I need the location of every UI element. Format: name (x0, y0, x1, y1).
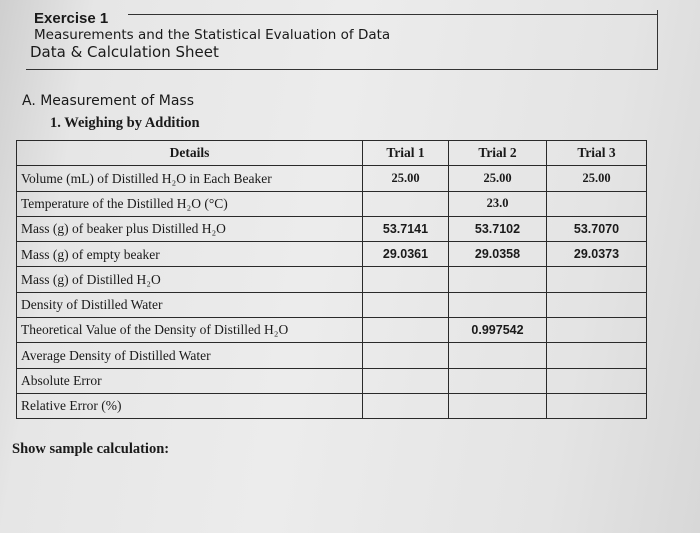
sample-calculation-label: Show sample calculation: (12, 441, 170, 457)
section-title: A. Measurement of Mass (22, 93, 194, 109)
trial-1-cell[interactable] (363, 343, 449, 368)
trial-2-cell[interactable] (449, 368, 547, 393)
trial-3-cell[interactable] (547, 267, 647, 292)
trial-2-cell[interactable]: 53.7102 (449, 216, 547, 241)
table-row (17, 166, 647, 191)
row-label: Absolute Error (17, 368, 363, 393)
trial-3-cell[interactable] (547, 343, 647, 368)
table-row (17, 368, 647, 393)
trial-3-cell[interactable] (547, 191, 647, 216)
trial-3-cell[interactable]: 25.00 (547, 166, 647, 191)
row-label: Mass (g) of empty beaker (17, 242, 363, 267)
table-row (17, 292, 647, 317)
trial-1-cell[interactable]: 25.00 (363, 166, 449, 191)
trial-3-cell[interactable] (547, 393, 647, 418)
trial-2-cell[interactable] (449, 267, 547, 292)
table-row (17, 393, 647, 418)
trial-2-cell[interactable] (449, 393, 547, 418)
table-header-row (17, 141, 647, 166)
trial-2-cell[interactable]: 29.0358 (449, 242, 547, 267)
row-label: Mass (g) of Distilled H₂O (17, 267, 363, 292)
trial-1-cell[interactable]: 53.7141 (363, 216, 449, 241)
trial-1-cell[interactable] (363, 191, 449, 216)
row-label: Average Density of Distilled Water (17, 343, 363, 368)
table-row (17, 267, 647, 292)
trial-2-cell[interactable]: 25.00 (449, 166, 547, 191)
trial-1-cell[interactable] (363, 368, 449, 393)
column-header-trial-3: Trial 3 (547, 141, 647, 166)
row-label: Temperature of the Distilled H₂O (°C) (17, 191, 363, 216)
trial-3-cell[interactable] (547, 292, 647, 317)
row-label: Relative Error (%) (17, 393, 363, 418)
column-header-details: Details (17, 141, 363, 166)
trial-2-cell[interactable] (449, 343, 547, 368)
subsection-title: 1. Weighing by Addition (50, 115, 200, 131)
table-row (17, 242, 647, 267)
column-header-trial-2: Trial 2 (449, 141, 547, 166)
table-row (17, 216, 647, 241)
data-table (16, 140, 647, 419)
trial-3-cell[interactable] (547, 318, 647, 343)
trial-2-cell[interactable]: 0.997542 (449, 318, 547, 343)
trial-3-cell[interactable]: 53.7070 (547, 216, 647, 241)
trial-1-cell[interactable]: 29.0361 (363, 242, 449, 267)
trial-3-cell[interactable]: 29.0373 (547, 242, 647, 267)
trial-1-cell[interactable] (363, 292, 449, 317)
column-header-trial-1: Trial 1 (363, 141, 449, 166)
trial-1-cell[interactable] (363, 318, 449, 343)
trial-1-cell[interactable] (363, 267, 449, 292)
row-label: Theoretical Value of the Density of Distilled H₂O (17, 318, 363, 343)
row-label: Mass (g) of beaker plus Distilled H₂O (17, 216, 363, 241)
row-label: Density of Distilled Water (17, 292, 363, 317)
sheet-title: Data & Calculation Sheet (30, 43, 219, 61)
trial-2-cell[interactable]: 23.0 (449, 191, 547, 216)
trial-1-cell[interactable] (363, 393, 449, 418)
exercise-subtitle: Measurements and the Statistical Evaluation of Data (34, 27, 391, 43)
trial-2-cell[interactable] (449, 292, 547, 317)
table-row (17, 318, 647, 343)
table-row (17, 343, 647, 368)
header-rule (128, 14, 658, 15)
exercise-title: Exercise 1 (34, 10, 109, 27)
table-row (17, 191, 647, 216)
row-label: Volume (mL) of Distilled H₂O in Each Beaker (17, 166, 363, 191)
trial-3-cell[interactable] (547, 368, 647, 393)
